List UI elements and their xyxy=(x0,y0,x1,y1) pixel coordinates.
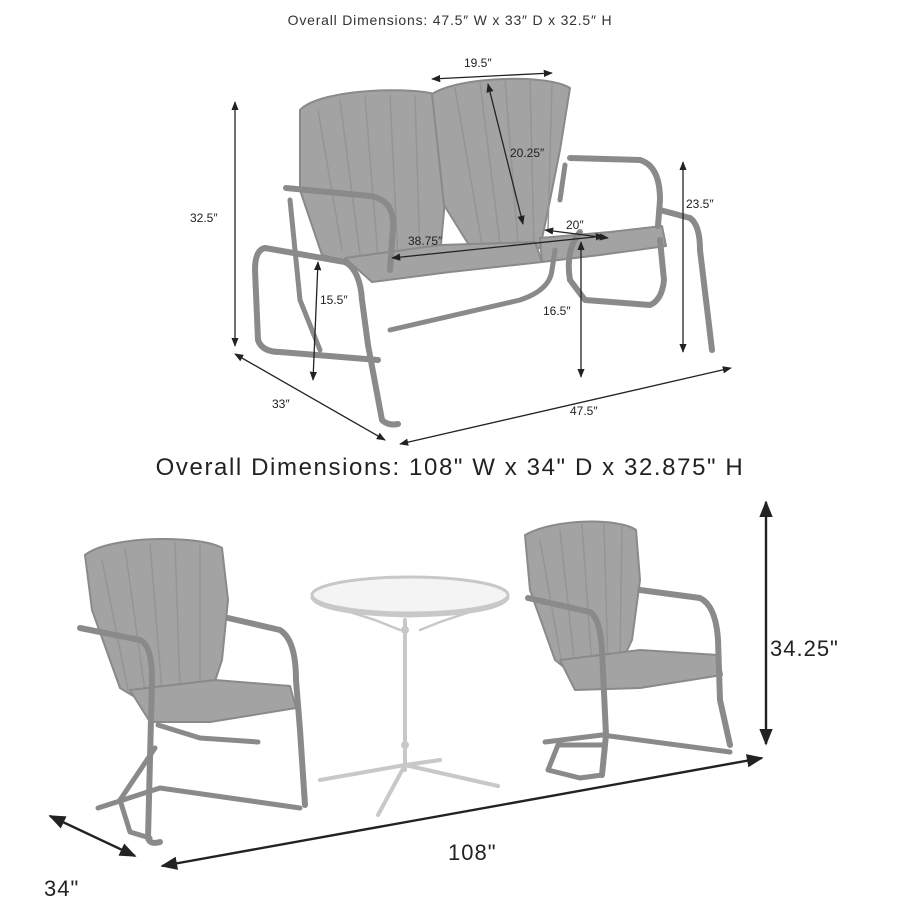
label-back-height: 20.25″ xyxy=(510,146,545,160)
dim-line-19-5 xyxy=(432,73,552,79)
label-seat-width: 38.75″ xyxy=(408,234,443,248)
table-top xyxy=(312,577,508,613)
dim-line-34 xyxy=(50,816,135,856)
label-set-height: 34.25" xyxy=(770,636,839,661)
table-base xyxy=(320,760,498,815)
dim-line-33 xyxy=(235,354,385,440)
label-seat-depth: 20″ xyxy=(566,218,584,232)
right-chair-seat xyxy=(560,650,722,690)
set-overall-dimensions: Overall Dimensions: 108" W x 34" D x 32.875" H xyxy=(155,454,745,481)
label-set-depth: 34" xyxy=(44,876,80,900)
label-depth: 33″ xyxy=(272,397,290,411)
label-seat-height: 16.5″ xyxy=(543,304,571,318)
right-chair-base xyxy=(545,735,730,778)
label-front-seat-height: 15.5″ xyxy=(320,293,348,307)
dim-line-15-5 xyxy=(313,262,318,380)
left-chair-seat xyxy=(130,680,296,722)
glider-overall-dimensions: Overall Dimensions: 47.5″ W x 33″ D x 32.5″ H xyxy=(287,12,613,28)
glider-illustration xyxy=(255,79,712,425)
label-arm-height: 23.5″ xyxy=(686,197,714,211)
label-width: 47.5″ xyxy=(570,404,598,418)
right-chair-illustration xyxy=(525,522,730,778)
dim-line-47-5 xyxy=(400,368,731,444)
right-chair-back xyxy=(525,522,640,672)
glider-right-arm xyxy=(570,158,660,226)
label-seat-back-width: 19.5″ xyxy=(464,56,492,70)
label-set-width: 108" xyxy=(448,840,497,865)
label-total-height: 32.5″ xyxy=(190,211,218,225)
left-chair-base xyxy=(98,725,300,838)
bistro-table-illustration xyxy=(312,577,508,815)
left-chair-illustration xyxy=(80,539,305,843)
